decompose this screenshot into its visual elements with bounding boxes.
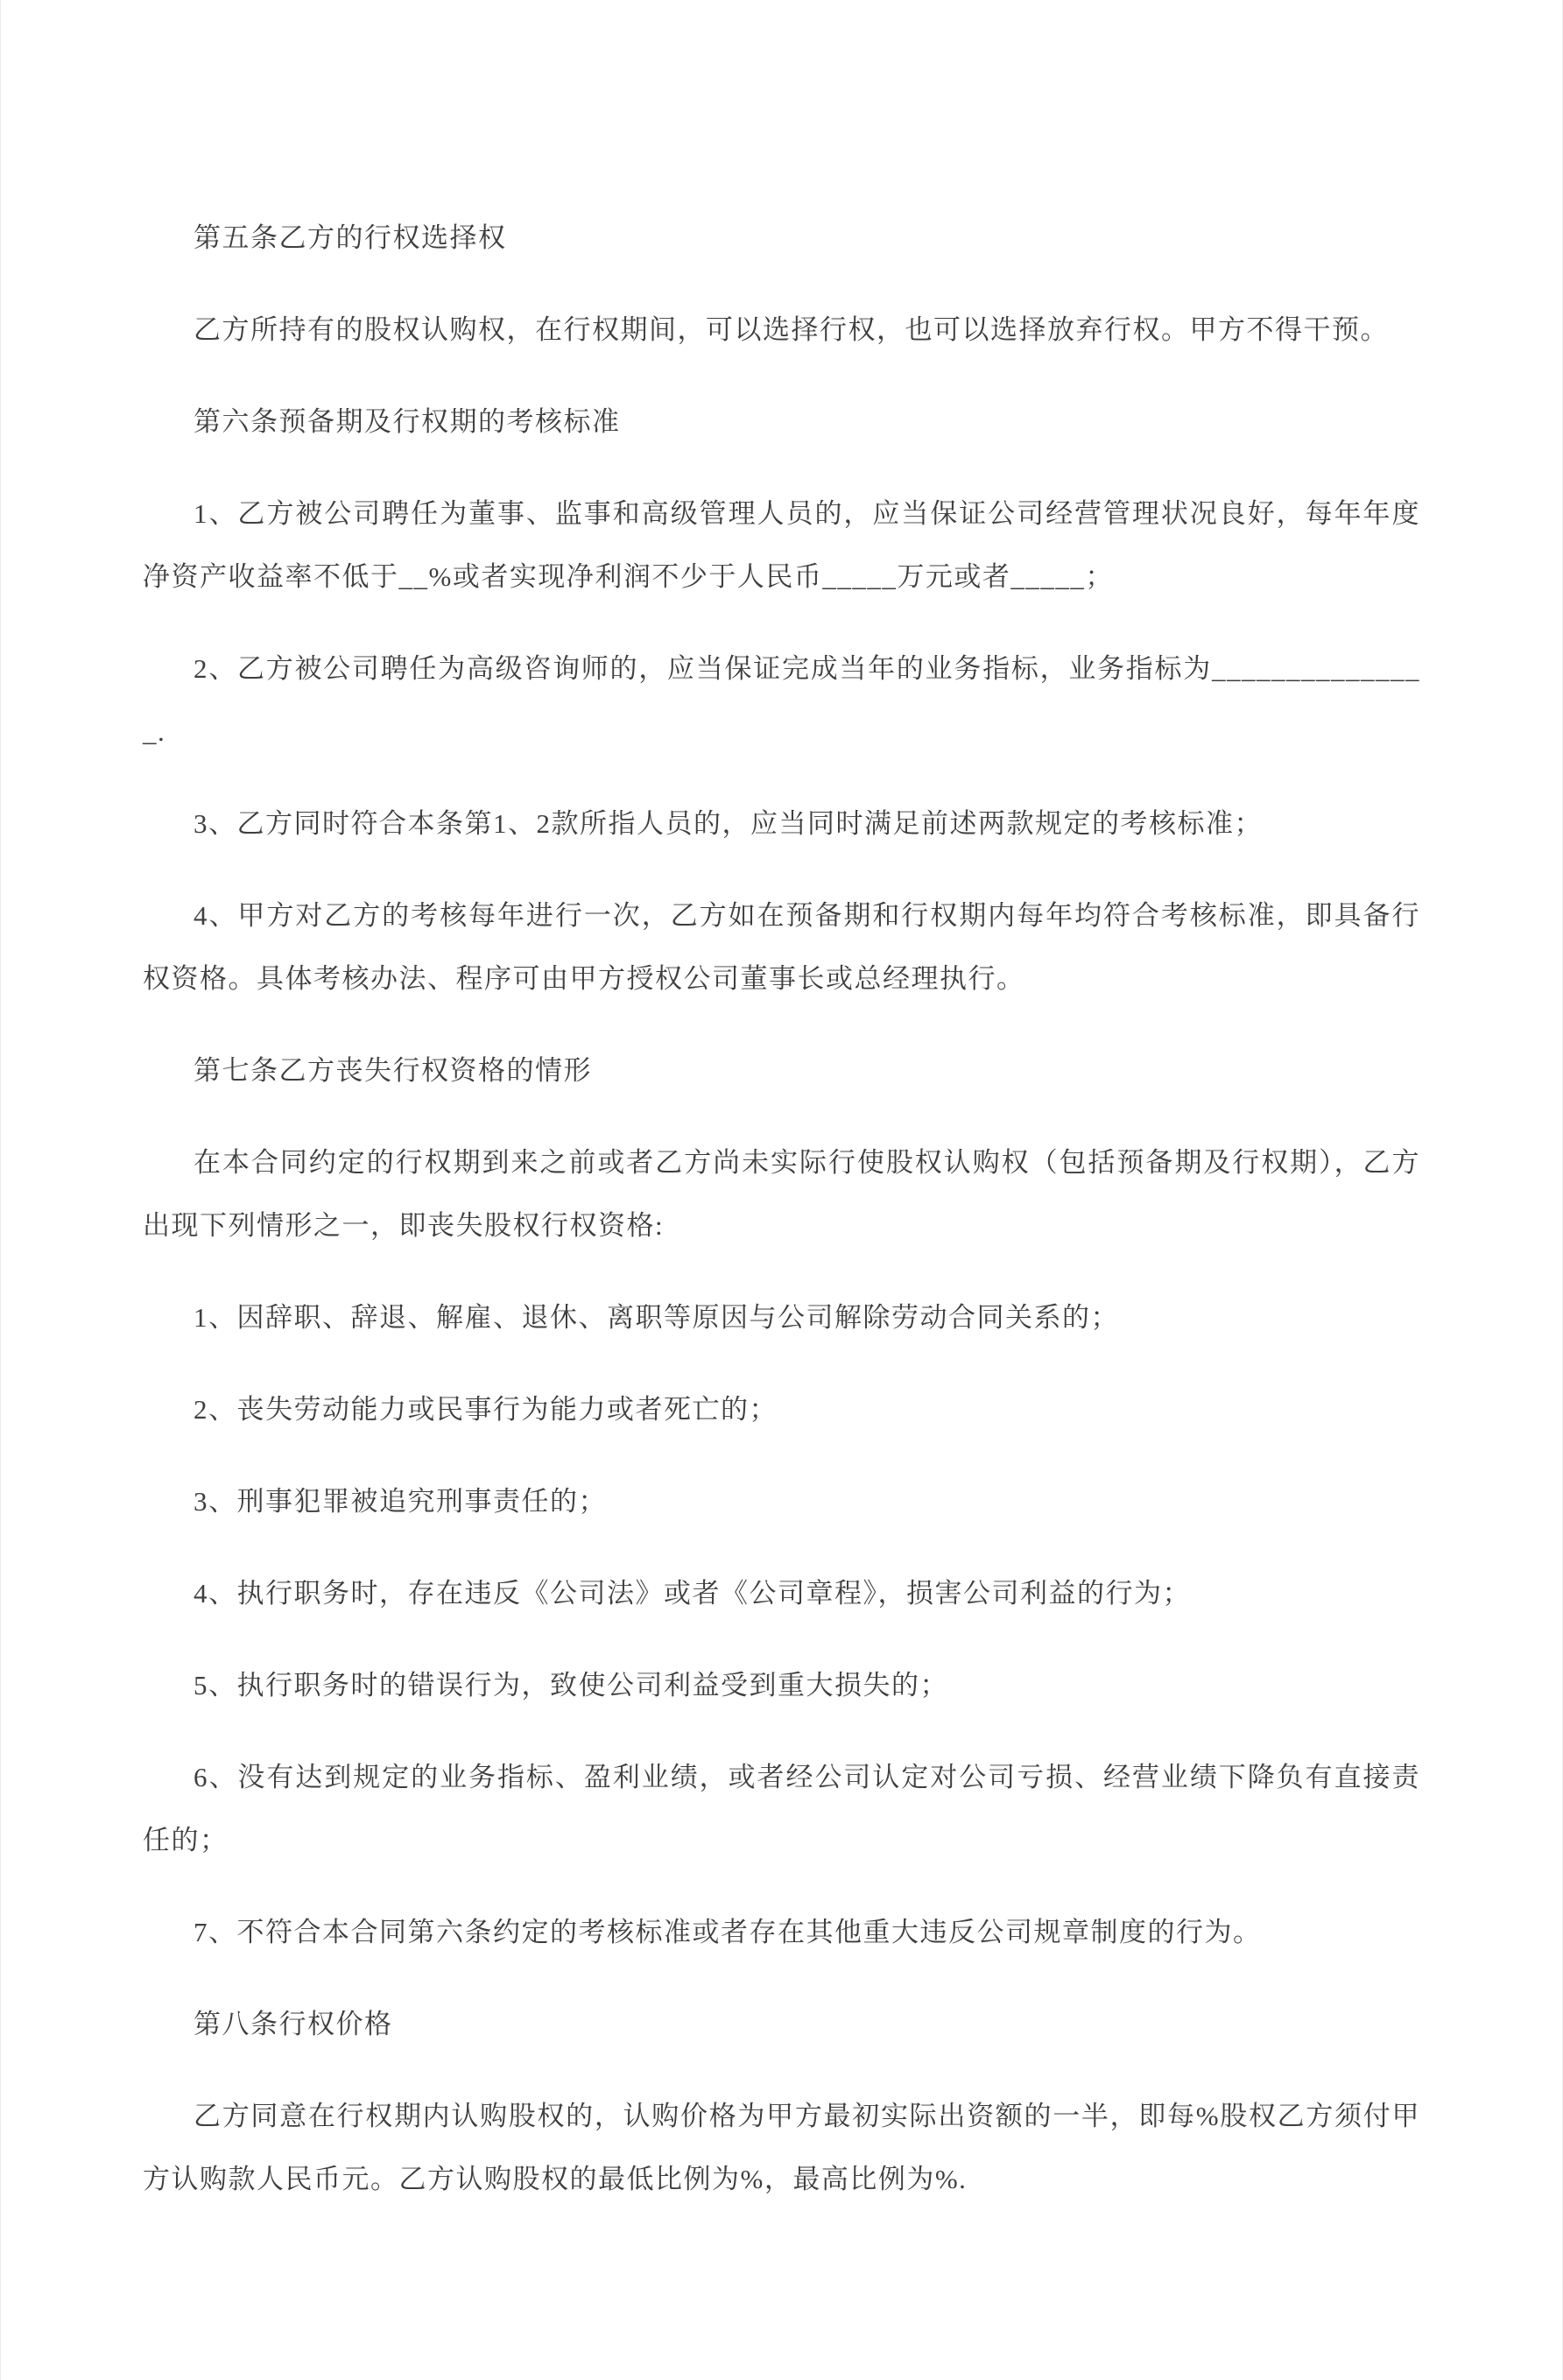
paragraph: 1、因辞职、辞退、解雇、退休、离职等原因与公司解除劳动合同关系的； [194,1302,1119,1333]
paragraph: 3、刑事犯罪被追究刑事责任的； [194,1486,607,1517]
paragraph: 6、没有达到规定的业务指标、盈利业绩，或者经公司认定对公司亏损、经营业绩下降负有直接责任的； [143,1762,1420,1855]
paragraph: 4、甲方对乙方的考核每年进行一次，乙方如在预备期和行权期内每年均符合考核标准，即具备行权资格。具体考核办法、程序可由甲方授权公司董事长或总经理执行。 [143,900,1420,994]
paragraph: 2、乙方被公司聘任为高级咨询师的，应当保证完成当年的业务指标，业务指标为_______________. [143,653,1420,747]
paragraph: 4、执行职务时，存在违反《公司法》或者《公司章程》，损害公司利益的行为； [194,1578,1191,1609]
paragraph: 3、乙方同时符合本条第1、2款所指人员的，应当同时满足前述两款规定的考核标准； [194,808,1263,839]
section-heading: 第七条乙方丧失行权资格的情形 [194,1055,592,1086]
paragraph: 乙方同意在行权期内认购股权的，认购价格为甲方最初实际出资额的一半，即每%股权乙方须付甲方认购款人民币元。乙方认购股权的最低比例为%，最高比例为%. [143,2101,1420,2194]
paragraph: 在本合同约定的行权期到来之前或者乙方尚未实际行使股权认购权（包括预备期及行权期），乙方出现下列情形之一，即丧失股权行权资格: [143,1147,1420,1241]
section-heading: 第五条乙方的行权选择权 [194,222,507,253]
paragraph: 7、不符合本合同第六条约定的考核标准或者存在其他重大违反公司规章制度的行为。 [194,1917,1262,1947]
contract-body [143,207,1420,2211]
paragraph: 5、执行职务时的错误行为，致使公司利益受到重大损失的； [194,1670,948,1701]
paragraph: 乙方所持有的股权认购权，在行权期间，可以选择行权，也可以选择放弃行权。甲方不得干预。 [194,314,1389,345]
section-heading: 第六条预备期及行权期的考核标准 [194,406,621,437]
paragraph: 2、丧失劳动能力或民事行为能力或者死亡的； [194,1394,778,1425]
section-heading: 第八条行权价格 [194,2009,393,2039]
paragraph: 1、乙方被公司聘任为董事、监事和高级管理人员的，应当保证公司经营管理状况良好，每年年度净资产收益率不低于__%或者实现净利润不少于人民币_____万元或者_____； [143,498,1420,592]
